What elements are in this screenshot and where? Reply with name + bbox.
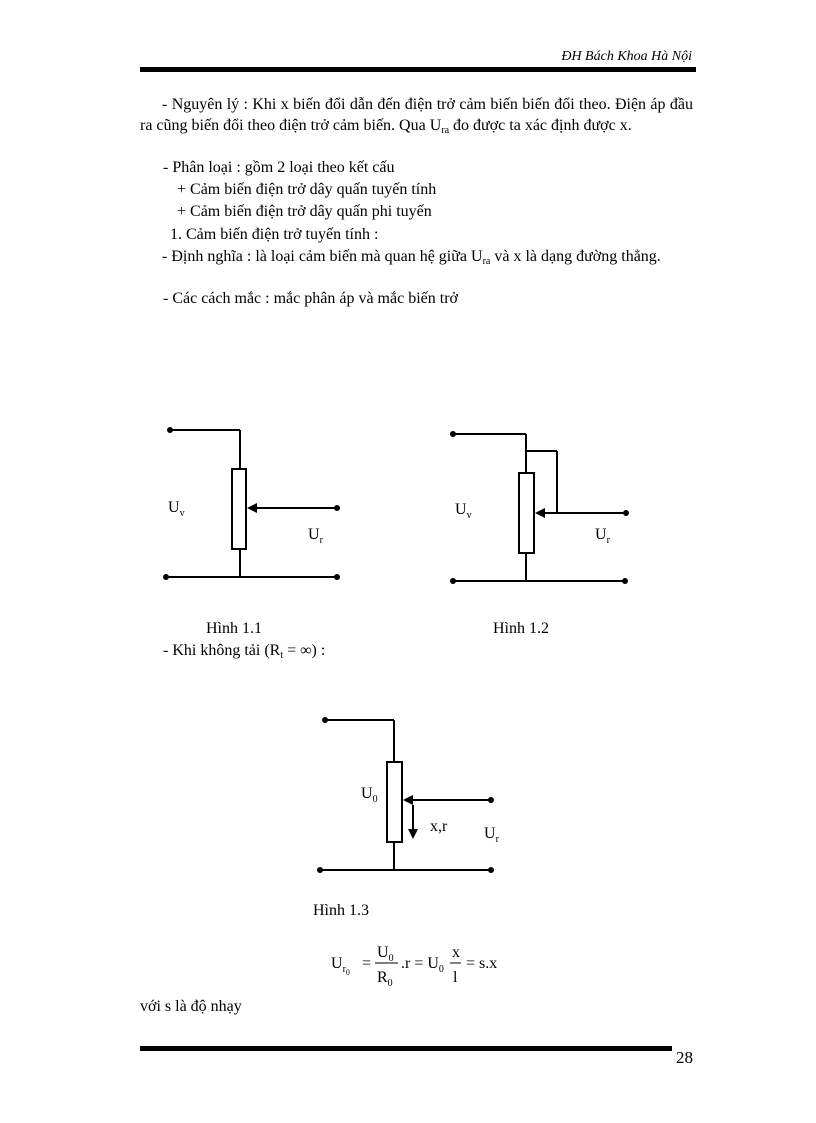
header-institution: ĐH Bách Khoa Hà Nội <box>561 49 692 64</box>
figure-1-1-circuit <box>150 415 360 590</box>
fig1-output-label: $U_r$ <box>308 526 323 546</box>
sensitivity-formula <box>325 938 515 990</box>
fig3-input-label: $U_0$ <box>361 785 378 805</box>
principle-paragraph <box>140 94 693 136</box>
definition-text-after: và x là dạng đường thẳng. <box>490 248 661 265</box>
fig2-output-label: $U_r$ <box>595 526 610 546</box>
principle-text-after: đo được ta xác định được x. <box>449 117 632 134</box>
no-load-subscript: t <box>280 650 284 661</box>
definition-subscript: ra <box>482 256 491 267</box>
no-load-text-after: = ∞) : <box>283 642 326 659</box>
formula-rhs: = s.x <box>466 955 498 972</box>
fig3-displacement-label: x,r <box>430 818 448 835</box>
figure-1-3-circuit <box>310 705 520 880</box>
figure-1-1-caption: Hình 1.1 <box>206 620 262 637</box>
section-heading: 1. Cảm biến điện trở tuyến tính : <box>170 226 379 243</box>
formula-frac2-den: l <box>453 969 458 986</box>
type-linear-item: + Cảm biến điện trở dây quấn tuyến tính <box>177 181 437 198</box>
connections-line: - Các cách mắc : mắc phân áp và mắc biến trở <box>163 290 458 307</box>
formula-frac1-den: $R_0$ <box>377 969 393 989</box>
fig2-input-label: $U_v$ <box>455 501 472 521</box>
no-load-text-before: - Khi không tải (R <box>163 642 281 659</box>
principle-text-before: - Nguyên lý : Khi x biến đổi dẫn đến điện trở cảm biến biến đổi theo. Điện áp đầu ra cũng biến đổi theo điện trở cảm biến. Qua U <box>140 96 693 134</box>
type-nonlinear-item: + Cảm biến điện trở dây quấn phi tuyến <box>177 203 432 220</box>
fig1-input-label: $U_v$ <box>168 499 185 519</box>
sensitivity-note: với s là độ nhạy <box>140 998 242 1015</box>
formula-lhs: $U_r0$ <box>331 955 350 977</box>
principle-subscript: ra <box>441 125 450 136</box>
formula-eq: = <box>362 955 372 972</box>
definition-paragraph <box>140 246 693 267</box>
fig3-output-label: $U_r$ <box>484 825 499 845</box>
figure-1-2-caption: Hình 1.2 <box>493 620 549 637</box>
no-load-line <box>163 642 325 660</box>
figure-1-3-caption: Hình 1.3 <box>313 902 369 919</box>
classification-line: - Phân loại : gồm 2 loại theo kết cấu <box>163 159 395 176</box>
formula-frac2-num: x <box>452 944 460 961</box>
definition-text-before: - Định nghĩa : là loại cảm biến mà quan hệ giữa U <box>162 248 483 265</box>
page-number: 28 <box>676 1048 693 1067</box>
footer-rule <box>140 1046 672 1051</box>
figure-1-2-circuit <box>440 420 645 590</box>
svg-text:U0: $U_0$ <box>377 944 394 964</box>
header-rule <box>140 67 696 72</box>
formula-mid: $.r = U_0$ <box>401 955 444 975</box>
